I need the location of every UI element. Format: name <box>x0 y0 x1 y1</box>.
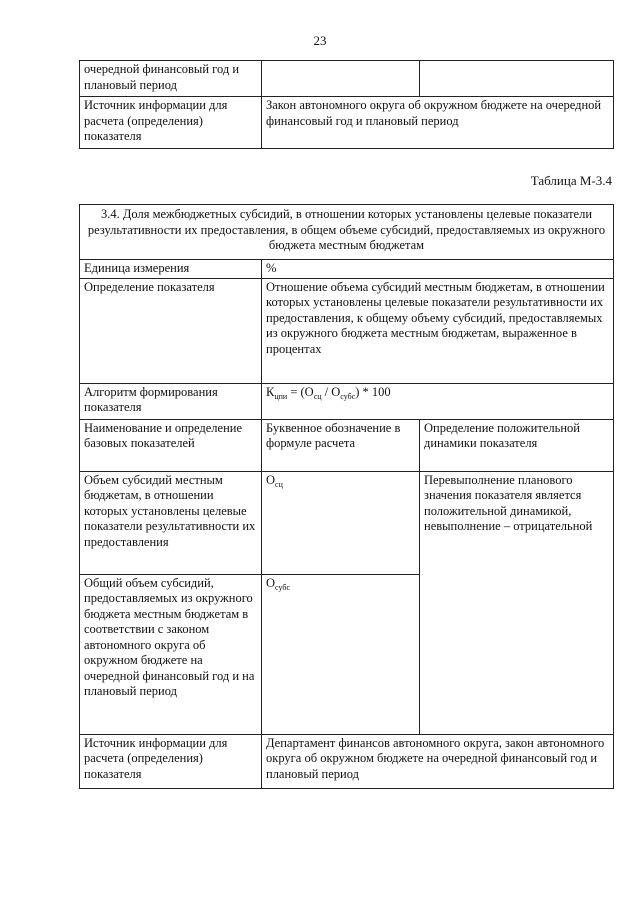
base1-symbol: $О_{сц}$ <box>262 471 420 574</box>
base1-name: Объем субсидий местным бюджетам, в отношении которых установлены целевые показатели результативности их предоставления <box>80 471 262 574</box>
indicator-title: 3.4. Доля межбюджетных субсидий, в отношении которых установлены целевые показатели результативности их предоставления, в общем объеме субсидий, предоставляемых из окружного бюджета местным бюджетам <box>80 205 614 260</box>
row-label-source: Источник информации для расчета (определения) показателя <box>80 97 262 149</box>
table-caption: Таблица М-3.4 <box>530 173 612 188</box>
page-number: 23 <box>313 33 327 48</box>
header-dynamics: Определение положительной динамики показателя <box>420 419 614 471</box>
empty-cell <box>420 61 614 97</box>
source-value: Департамент финансов автономного округа, закон автономного округа об окружном бюджете на очередной финансовый год и плановый период <box>262 734 614 788</box>
row-label-period: очередной финансовый год и плановый период <box>80 61 262 97</box>
unit-value: % <box>262 260 614 279</box>
formula: $К_{цпи} = (О_{сц} / О_{субс}) * 100$ <box>262 383 614 419</box>
unit-label: Единица измерения <box>80 260 262 279</box>
row-value-source: Закон автономного округа об окружном бюджете на очередной финансовый год и плановый период <box>262 97 614 149</box>
indicator-table <box>79 204 614 789</box>
empty-cell <box>262 61 420 97</box>
definition-value: Отношение объема субсидий местным бюджетам, в отношении которых установлены целевые показатели результативности их предоставления, к общему объему субсидий, предоставляемых из окружного бюджета местным бюджетам, выраженное в процентах <box>262 278 614 383</box>
dynamics-text: Перевыполнение планового значения показателя является положительной динамикой, невыполнение – отрицательной <box>420 471 614 734</box>
algorithm-label: Алгоритм формирования показателя <box>80 383 262 419</box>
definition-label: Определение показателя <box>80 278 262 383</box>
base2-symbol: $О_{субс}$ <box>262 574 420 734</box>
continued-table <box>79 60 614 149</box>
source-label: Источник информации для расчета (определения) показателя <box>80 734 262 788</box>
base2-name: Общий объем субсидий, предоставляемых из окружного бюджета местным бюджетам в соответствии с законом автономного округа об окружном бюджете на очередной финансовый год и на плановый период <box>80 574 262 734</box>
header-base-name: Наименование и определение базовых показателей <box>80 419 262 471</box>
header-symbol: Буквенное обозначение в формуле расчета <box>262 419 420 471</box>
